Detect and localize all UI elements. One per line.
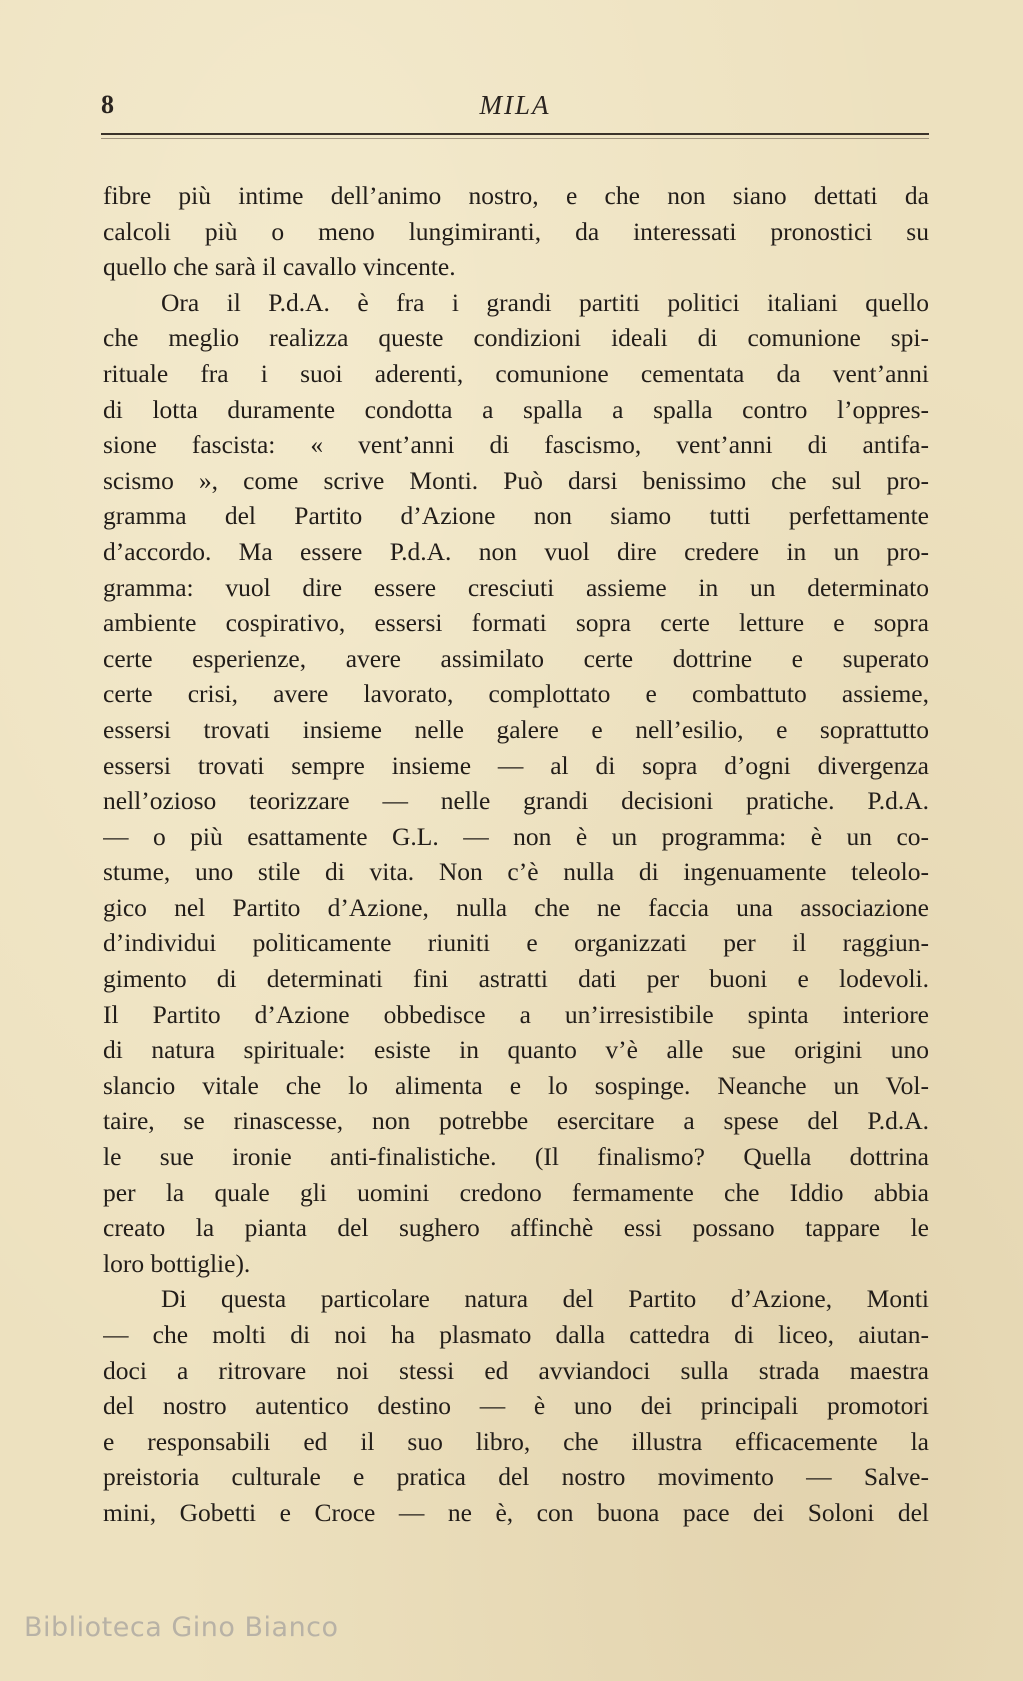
text-line: certe esperienze, avere assimilato certe dottrine e superato (103, 643, 929, 673)
text-line: e responsabili ed il suo libro, che illustra efficacemente la (103, 1426, 929, 1456)
text-line: calcoli più o meno lungimiranti, da interessati pronostici su (103, 216, 929, 246)
text-line: quello che sarà il cavallo vincente. (103, 252, 456, 282)
text-line: di lotta duramente condotta a spalla a spalla contro l’oppres- (103, 394, 929, 424)
text-line: d’accordo. Ma essere P.d.A. non vuol dire credere in un pro- (103, 536, 929, 566)
header-rule (101, 133, 929, 135)
text-line: fibre più intime dell’animo nostro, e che non siano dettati da (103, 181, 929, 210)
library-watermark: Biblioteca Gino Bianco (24, 1612, 339, 1643)
text-line: d’individui politicamente riuniti e organizzati per il raggiun- (103, 928, 929, 958)
text-line: slancio vitale che lo alimenta e lo sospinge. Neanche un Vol- (103, 1070, 929, 1100)
page-header (101, 90, 929, 130)
text-line: per la quale gli uomini credono fermamente che Iddio abbia (103, 1177, 929, 1207)
header-rule-thin (101, 138, 929, 139)
text-line: Ora il P.d.A. è fra i grandi partiti politici italiani quello (161, 287, 929, 317)
text-line: gico nel Partito d’Azione, nulla che ne faccia una associazione (103, 892, 929, 922)
text-line: essersi trovati sempre insieme — al di sopra d’ogni divergenza (103, 750, 929, 780)
text-line: doci a ritrovare noi stessi ed avviandoci sulla strada maestra (103, 1355, 929, 1385)
text-line: le sue ironie anti-finalistiche. (Il finalismo? Quella dottrina (103, 1142, 929, 1172)
text-line: gimento di determinati fini astratti dati per buoni e lodevoli. (103, 964, 929, 994)
page-number: 8 (101, 90, 114, 119)
body-text (103, 178, 929, 1531)
text-line: mini, Gobetti e Croce — ne è, con buona pace dei Soloni del (103, 1497, 929, 1527)
text-line: loro bottiglie). (103, 1248, 251, 1278)
text-line: gramma: vuol dire essere cresciuti assieme in un determinato (103, 572, 929, 602)
text-line: di natura spirituale: esiste in quanto v’è alle sue origini uno (103, 1035, 929, 1065)
text-line: taire, se rinascesse, non potrebbe esercitare a spese del P.d.A. (103, 1106, 929, 1136)
text-line: essersi trovati insieme nelle galere e nell’esilio, e soprattutto (103, 714, 929, 744)
running-title: MILA (479, 90, 551, 120)
text-line: Di questa particolare natura del Partito d’Azione, Monti (161, 1284, 929, 1314)
text-line: — o più esattamente G.L. — non è un programma: è un co- (103, 821, 929, 851)
text-line: certe crisi, avere lavorato, complottato e combattuto assieme, (103, 679, 929, 709)
text-line: scismo », come scrive Monti. Può darsi benissimo che sul pro- (103, 465, 929, 495)
text-line: ambiente cospirativo, essersi formati sopra certe letture e sopra (103, 608, 929, 638)
text-line: gramma del Partito d’Azione non siamo tutti perfettamente (103, 501, 929, 531)
text-line: nell’ozioso teorizzare — nelle grandi decisioni pratiche. P.d.A. (103, 786, 929, 816)
text-line: preistoria culturale e pratica del nostro movimento — Salve- (103, 1462, 929, 1492)
text-line: sione fascista: « vent’anni di fascismo, vent’anni di antifa- (103, 430, 929, 460)
text-line: che meglio realizza queste condizioni ideali di comunione spi- (103, 323, 929, 353)
text-line: del nostro autentico destino — è uno dei principali promotori (103, 1391, 929, 1421)
text-line: creato la pianta del sughero affinchè essi possano tappare le (103, 1213, 929, 1243)
text-line: — che molti di noi ha plasmato dalla cattedra di liceo, aiutan- (103, 1320, 929, 1349)
text-line: rituale fra i suoi aderenti, comunione cementata da vent’anni (103, 358, 929, 388)
text-line: stume, uno stile di vita. Non c’è nulla di ingenuamente teleolo- (103, 857, 929, 887)
text-line: Il Partito d’Azione obbedisce a un’irresistibile spinta interiore (103, 999, 929, 1029)
